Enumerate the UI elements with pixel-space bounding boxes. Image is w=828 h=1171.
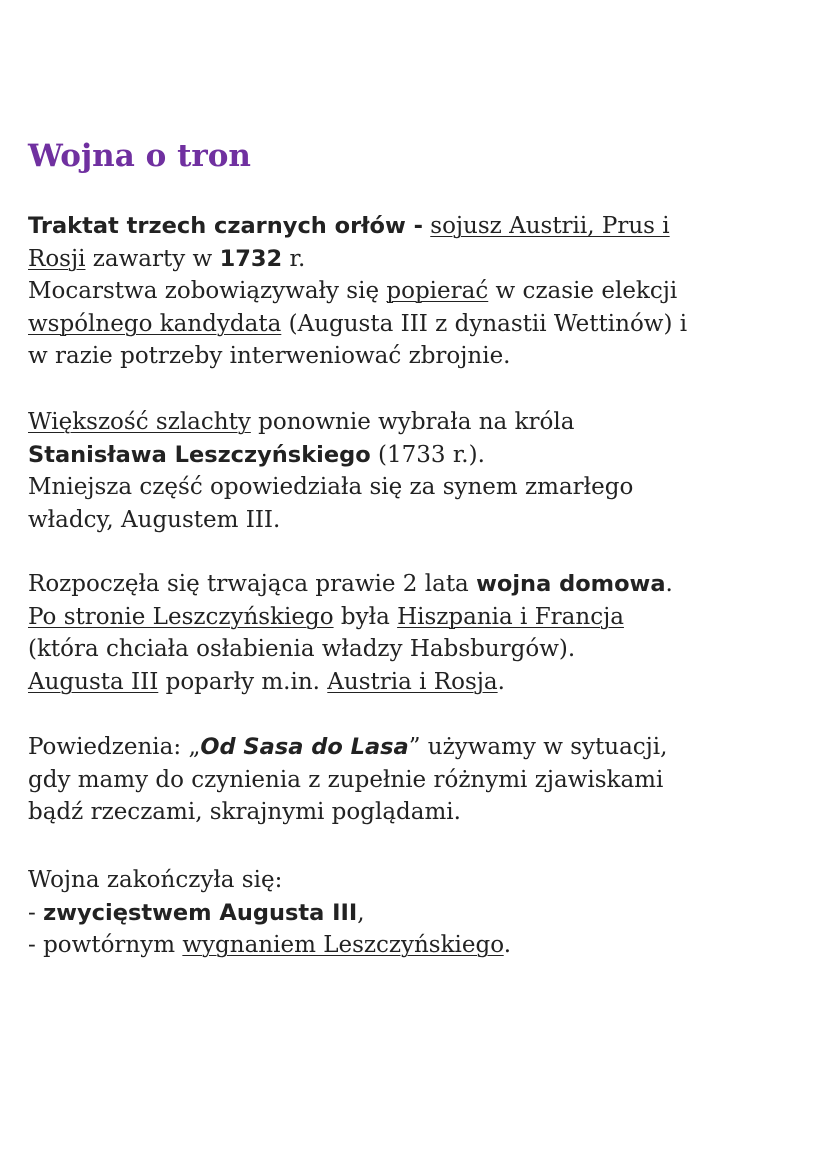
text-line: władcy, Augustem III. bbox=[28, 506, 281, 533]
underlined-text: Austria i Rosja bbox=[327, 668, 498, 695]
text-span: Mocarstwa zobowiązywały się bbox=[28, 278, 387, 304]
underlined-text: wspólnego kandydata bbox=[28, 310, 282, 337]
text-line bbox=[28, 731, 818, 764]
bold-year: 1732 bbox=[219, 245, 283, 272]
text-line bbox=[28, 439, 818, 472]
paragraph-saying bbox=[28, 731, 818, 829]
paragraph-election bbox=[28, 406, 818, 536]
text-span: - powtórnym bbox=[28, 932, 183, 958]
page-title: Wojna o tron bbox=[28, 138, 251, 174]
text-line bbox=[28, 243, 818, 276]
text-line bbox=[28, 210, 818, 243]
text-line: Wojna zakończyła się: bbox=[28, 867, 283, 893]
bold-term: wojna domowa bbox=[476, 571, 666, 597]
list-item bbox=[28, 929, 818, 962]
text-line bbox=[28, 568, 818, 601]
text-span: . bbox=[503, 932, 511, 958]
text-span: - bbox=[28, 899, 44, 926]
bold-term: zwycięstwem Augusta III bbox=[43, 899, 358, 926]
text-span: była bbox=[333, 603, 398, 630]
text-line bbox=[28, 308, 818, 341]
underlined-text: wygnaniem Leszczyńskiego bbox=[182, 932, 504, 958]
text-span: , bbox=[357, 899, 365, 926]
text-line: (która chciała osłabienia władzy Habsburgów). bbox=[28, 636, 576, 662]
text-line: bądź rzeczami, skrajnymi poglądami. bbox=[28, 799, 461, 825]
paragraph-treaty bbox=[28, 210, 818, 373]
text-span: (1733 r.). bbox=[370, 441, 485, 468]
paragraph-civil-war bbox=[28, 568, 818, 698]
list-item bbox=[28, 897, 818, 930]
underlined-text: Hiszpania i Francja bbox=[397, 603, 624, 630]
text-span: ponownie wybrała na króla bbox=[250, 409, 575, 435]
underlined-text: popierać bbox=[386, 278, 489, 304]
text-span: w czasie elekcji bbox=[488, 278, 678, 304]
text-line: Mniejsza część opowiedziała się za synem zmarłego bbox=[28, 474, 634, 500]
text-span: zawarty w bbox=[85, 245, 220, 272]
bold-italic-saying: Od Sasa do Lasa bbox=[200, 734, 409, 760]
text-line: gdy mamy do czynienia z zupełnie różnymi zjawiskami bbox=[28, 766, 664, 793]
text-span: Powiedzenia: „ bbox=[28, 734, 201, 760]
bold-term: Stanisława Leszczyńskiego bbox=[28, 441, 371, 468]
text-line bbox=[28, 666, 818, 699]
bold-term: Traktat trzech czarnych orłów - bbox=[28, 213, 423, 239]
underlined-text: Po stronie Leszczyńskiego bbox=[28, 603, 334, 630]
text-span: (Augusta III z dynastii Wettinów) i bbox=[281, 310, 688, 337]
text-span: Rozpoczęła się trwająca prawie 2 lata bbox=[28, 571, 477, 597]
text-span: ” używamy w sytuacji, bbox=[408, 734, 668, 760]
underlined-text: Rosji bbox=[28, 245, 86, 272]
paragraph-war-end bbox=[28, 864, 818, 962]
text-span: r. bbox=[282, 245, 306, 272]
text-line: w razie potrzeby interweniować zbrojnie. bbox=[28, 343, 511, 369]
text-span: . bbox=[665, 571, 673, 597]
text-span: . bbox=[497, 668, 505, 695]
underlined-text: Augusta III bbox=[28, 668, 159, 695]
underlined-text: Większość szlachty bbox=[28, 409, 251, 435]
text-line bbox=[28, 406, 818, 439]
text-span: poparły m.in. bbox=[158, 668, 328, 695]
text-line bbox=[28, 275, 818, 308]
text-line bbox=[28, 601, 818, 634]
underlined-text: sojusz Austrii, Prus i bbox=[430, 213, 670, 239]
